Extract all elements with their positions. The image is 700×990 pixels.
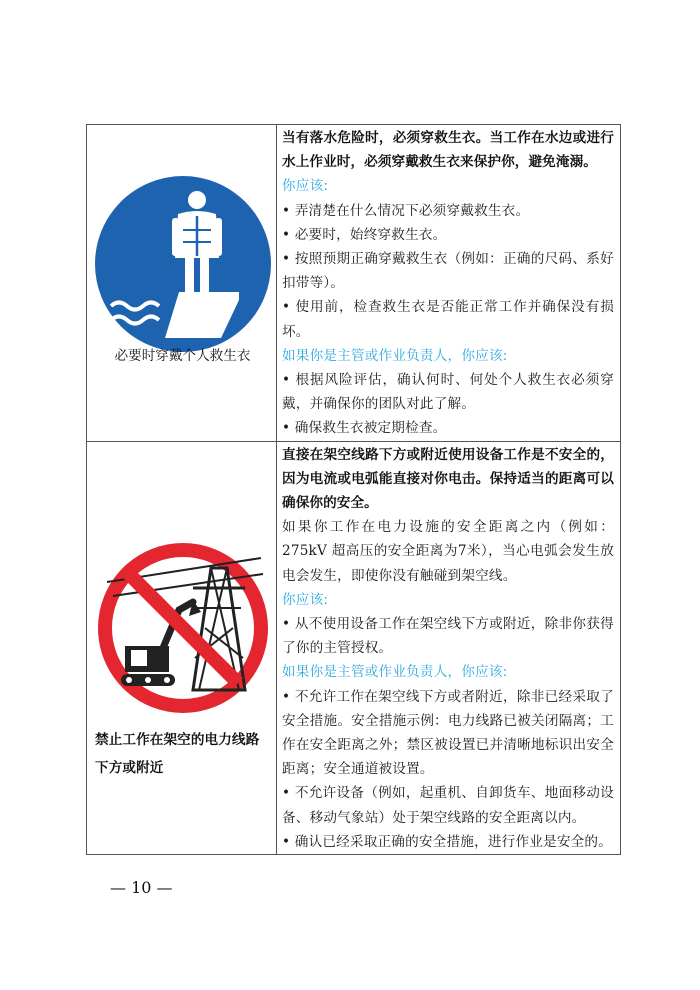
rules-table: [86, 124, 621, 855]
sign-cell: [87, 125, 277, 442]
you-should-heading: 你应该:: [282, 178, 329, 195]
bullet-item: • 确认已经采取正确的安全措施，进行作业是安全的。: [282, 830, 614, 854]
rule-intro: 直接在架空线路下方或附近使用设备工作是不安全的，因为电流或电弧能直接对你电击。保持适当的距离可以确保你的安全。: [282, 446, 614, 512]
supervisor-heading: 如果你是主管或作业负责人，你应该:: [282, 664, 508, 681]
bullet-item: • 不允许设备（例如，起重机、自卸货车、地面移动设备、移动气象站）处于架空线路的安全距离以内。: [282, 781, 614, 829]
bullet-item: • 不允许工作在架空线下方或者附近，除非已经采取了安全措施。安全措施示例：电力线路已被关闭隔离；工作在安全距离之外；禁区被设置已并清晰地标识出安全距离；安全通道被设置。: [282, 685, 614, 782]
bullet-item: • 根据风险评估，确认何时、何处个人救生衣必须穿戴，并确保你的团队对此了解。: [282, 368, 614, 416]
life-jacket-mandatory-icon: [93, 174, 273, 354]
sign-caption: 禁止工作在架空的电力线路下方或附近: [95, 731, 260, 776]
page-number: — 10 —: [110, 878, 173, 897]
rule-row-power-lines: [87, 441, 621, 854]
rule-intro: 当有落水危险时，必须穿救生衣。当工作在水边或进行水上作业时，必须穿戴救生衣来保护你，避免淹溺。: [282, 130, 614, 171]
bullet-item: • 按照预期正确穿戴救生衣（例如：正确的尺码、系好扣带等）。: [282, 247, 614, 295]
sign-caption: 必要时穿戴个人救生衣: [114, 348, 251, 364]
bullet-item: • 必要时，始终穿救生衣。: [282, 223, 614, 247]
rule-detail: 如果你工作在电力设施的安全距离之内（例如：275kV 超高压的安全距离为7米），当心电弧会发生放电会发生，即使你没有触碰到架空线。: [282, 519, 614, 584]
supervisor-heading: 如果你是主管或作业负责人，你应该:: [282, 347, 508, 364]
bullet-item: • 使用前，检查救生衣是否能正常工作并确保没有损坏。: [282, 295, 614, 343]
rule-text-cell: [277, 125, 621, 442]
sign-cell: [87, 441, 277, 854]
bullet-item: • 弄清楚在什么情况下必须穿戴救生衣。: [282, 199, 614, 223]
bullet-item: • 从不使用设备工作在架空线下方或附近，除非你获得了你的主管授权。: [282, 612, 614, 660]
you-should-heading: 你应该:: [282, 591, 329, 608]
no-work-under-power-lines-icon: [93, 538, 273, 718]
rule-row-life-jacket: [87, 125, 621, 442]
bullet-item: • 确保救生衣被定期检查。: [282, 416, 614, 440]
rule-text-cell: [277, 441, 621, 854]
